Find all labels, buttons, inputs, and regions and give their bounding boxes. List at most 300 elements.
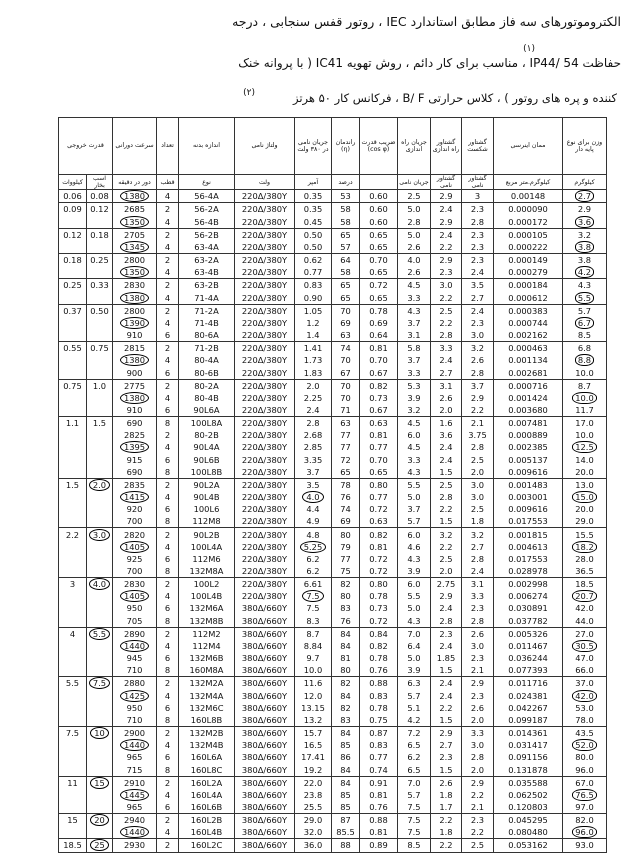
cell-frame [179, 763, 235, 776]
cell-voltage-value: 220Δ/380Y [241, 255, 288, 266]
cell-frame [179, 801, 235, 814]
cell-efficiency [332, 228, 360, 241]
cell-start-current [398, 602, 431, 614]
cell-hp [87, 304, 113, 317]
cell-frame-value: 63-2A [194, 255, 219, 266]
cell-frame [179, 553, 235, 565]
cell-start-current [398, 366, 431, 379]
cell-weight [563, 454, 607, 466]
cell-poles-value: 4 [164, 827, 171, 838]
cell-poles [157, 763, 179, 776]
cell-current [295, 292, 332, 305]
cell-break-torque [462, 776, 494, 789]
cell-frame [179, 266, 235, 279]
cell-current-value: 6.2 [306, 566, 320, 577]
cell-voltage-value: 220Δ/380Y [241, 579, 288, 590]
cell-poles-value: 2 [164, 777, 171, 788]
cell-efficiency-value: 65 [340, 466, 351, 477]
cell-hp [87, 491, 113, 503]
cell-rpm [113, 329, 157, 342]
cell-hp-value: 0.33 [90, 280, 109, 291]
cell-pf-value: 0.60 [369, 216, 388, 227]
cell-voltage [235, 228, 295, 241]
cell-hp [87, 814, 113, 827]
cell-inertia [494, 515, 563, 528]
cell-inertia [494, 627, 563, 640]
unit-pf [360, 175, 398, 190]
cell-start-torque-value: 1.7 [439, 801, 453, 812]
cell-frame [179, 751, 235, 763]
cell-inertia-value: 0.000105 [508, 229, 548, 240]
cell-current-value: 6.2 [306, 553, 320, 564]
cell-break-torque [462, 404, 494, 417]
cell-inertia [494, 789, 563, 801]
cell-efficiency-value: 69 [340, 516, 351, 527]
table-row [59, 392, 607, 404]
cell-start-current [398, 515, 431, 528]
cell-hp [87, 241, 113, 254]
cell-efficiency-value: 84 [340, 777, 351, 788]
cell-start-current [398, 292, 431, 305]
cell-hp-value: 15 [90, 777, 109, 789]
cell-current [295, 515, 332, 528]
cell-current [295, 640, 332, 652]
cell-inertia [494, 726, 563, 739]
cell-rpm-value: 2800 [123, 305, 146, 316]
cell-pf-value: 0.82 [369, 380, 388, 391]
cell-frame [179, 441, 235, 453]
cell-inertia-value: 0.001815 [508, 529, 548, 540]
cell-inertia [494, 292, 563, 305]
cell-rpm-value: 2705 [123, 229, 146, 240]
cell-weight-value: 36.5 [575, 566, 594, 577]
cell-weight-value: 66.0 [575, 665, 594, 676]
cell-pf [360, 615, 398, 628]
cell-inertia [494, 602, 563, 614]
cell-start-current-value: 6.2 [407, 752, 421, 763]
cell-poles-value: 6 [164, 404, 171, 415]
cell-break-torque [462, 602, 494, 614]
cell-inertia [494, 763, 563, 776]
cell-pf [360, 541, 398, 553]
cell-voltage [235, 565, 295, 578]
cell-frame [179, 366, 235, 379]
cell-frame [179, 541, 235, 553]
cell-poles [157, 417, 179, 430]
cell-efficiency-value: 57 [340, 241, 351, 252]
cell-efficiency-value: 78 [340, 479, 351, 490]
cell-poles-value: 6 [164, 752, 171, 763]
cell-current [295, 763, 332, 776]
cell-efficiency-value: 84 [340, 728, 351, 739]
cell-inertia-value: 0.014361 [508, 728, 548, 739]
cell-kw [59, 241, 87, 254]
cell-inertia [494, 640, 563, 652]
cell-rpm-value: 900 [126, 367, 143, 378]
footnote-marker-2: (٢) [243, 88, 255, 98]
cell-voltage-value: 380Δ/660Y [241, 840, 288, 851]
cell-rpm-value: 1440 [120, 826, 149, 838]
cell-pf-value: 0.72 [369, 615, 388, 626]
cell-hp [87, 839, 113, 852]
cell-start-torque-value: 2.5 [439, 479, 453, 490]
cell-break-torque-value: 3 [474, 191, 481, 202]
cell-pf-value: 0.73 [369, 603, 388, 614]
cell-pf-value: 0.72 [369, 504, 388, 515]
cell-start-current-value: 5.5 [407, 479, 421, 490]
cell-weight [563, 203, 607, 216]
cell-pf [360, 279, 398, 292]
cell-voltage-value: 220Δ/380Y [241, 454, 288, 465]
cell-efficiency [332, 478, 360, 491]
cell-pf-value: 0.65 [369, 267, 388, 278]
cell-voltage-value: 380Δ/660Y [241, 702, 288, 713]
cell-frame [179, 789, 235, 801]
cell-rpm [113, 317, 157, 329]
cell-break-torque [462, 528, 494, 541]
cell-start-torque [431, 342, 462, 355]
cell-pf [360, 776, 398, 789]
cell-voltage [235, 417, 295, 430]
cell-pf-value: 0.72 [369, 566, 388, 577]
cell-poles-value: 2 [164, 280, 171, 291]
cell-current-value: 1.05 [303, 305, 323, 316]
cell-voltage-value: 220Δ/380Y [241, 404, 288, 415]
unit-type: نوع [179, 175, 235, 190]
cell-inertia [494, 751, 563, 763]
cell-rpm [113, 664, 157, 677]
cell-break-torque-value: 2.9 [470, 777, 485, 788]
cell-start-current [398, 304, 431, 317]
cell-weight-value: 18.5 [575, 579, 594, 590]
cell-weight-value: 8.8 [575, 354, 594, 366]
cell-inertia-value: 0.080480 [508, 827, 548, 838]
cell-start-current-value: 2.6 [407, 267, 421, 278]
cell-efficiency [332, 441, 360, 453]
cell-start-torque-value: 2.9 [439, 191, 453, 202]
cell-efficiency-value: 82 [340, 579, 351, 590]
cell-efficiency-value: 77 [340, 430, 351, 441]
cell-voltage [235, 578, 295, 591]
cell-pf-value: 0.73 [369, 392, 388, 403]
cell-current [295, 241, 332, 254]
cell-voltage [235, 714, 295, 727]
cell-frame-value: 100L6 [193, 504, 220, 515]
cell-weight-value: 47.0 [575, 653, 594, 664]
cell-frame-value: 63-4A [194, 241, 219, 252]
cell-pf [360, 241, 398, 254]
cell-frame-value: 90L4A [193, 442, 220, 453]
cell-rpm [113, 652, 157, 664]
cell-current-value: 19.2 [303, 764, 323, 775]
cell-break-torque [462, 702, 494, 714]
table-row [59, 726, 607, 739]
cell-voltage [235, 541, 295, 553]
cell-break-torque [462, 801, 494, 814]
cell-inertia [494, 590, 563, 602]
cell-start-torque [431, 329, 462, 342]
cell-voltage-value: 220Δ/380Y [241, 380, 288, 391]
cell-weight [563, 664, 607, 677]
cell-efficiency-value: 63 [340, 418, 351, 429]
cell-current-value: 10.0 [303, 665, 323, 676]
cell-poles-value: 6 [164, 454, 171, 465]
cell-start-current [398, 751, 431, 763]
cell-voltage [235, 241, 295, 254]
cell-voltage-value: 380Δ/660Y [241, 603, 288, 614]
cell-hp-value: 7.5 [89, 677, 110, 689]
cell-voltage [235, 627, 295, 640]
cell-inertia [494, 652, 563, 664]
table-row [59, 814, 607, 827]
cell-weight-value: 5.7 [577, 305, 592, 316]
cell-weight [563, 640, 607, 652]
cell-voltage [235, 615, 295, 628]
cell-hp [87, 329, 113, 342]
cell-efficiency-value: 85 [340, 801, 351, 812]
cell-inertia [494, 354, 563, 366]
unit-pole: قطب [157, 175, 179, 190]
table-row [59, 515, 607, 528]
table-row [59, 228, 607, 241]
cell-weight [563, 565, 607, 578]
cell-pf [360, 354, 398, 366]
col-power: قدرت خروجی [59, 118, 113, 175]
cell-poles [157, 342, 179, 355]
cell-start-torque [431, 515, 462, 528]
cell-inertia-value: 0.037782 [508, 615, 548, 626]
cell-weight-value: 30.5 [572, 640, 596, 652]
cell-rpm-value: 1380 [120, 190, 149, 202]
cell-frame [179, 565, 235, 578]
cell-inertia [494, 392, 563, 404]
cell-kw [59, 615, 87, 628]
cell-break-torque-value: 2.3 [470, 603, 485, 614]
cell-start-torque-value: 2.4 [439, 442, 453, 453]
cell-rpm [113, 228, 157, 241]
table-row [59, 640, 607, 652]
cell-start-current [398, 541, 431, 553]
cell-start-torque [431, 241, 462, 254]
cell-frame-value: 160L2A [190, 777, 223, 788]
cell-voltage [235, 279, 295, 292]
cell-start-torque [431, 266, 462, 279]
cell-rpm-value: 710 [126, 714, 143, 725]
cell-kw [59, 640, 87, 652]
col-weight: وزن برای نوع پایه دار [563, 118, 607, 175]
cell-hp-value: 0.18 [90, 229, 109, 240]
cell-break-torque-value: 3.0 [470, 479, 485, 490]
cell-efficiency [332, 304, 360, 317]
cell-start-torque-value: 3.3 [439, 343, 453, 354]
cell-break-torque-value: 2.1 [470, 801, 485, 812]
cell-break-torque-value: 2.4 [470, 267, 485, 278]
cell-voltage [235, 739, 295, 751]
cell-frame-value: 132M2B [189, 728, 224, 739]
cell-start-torque [431, 664, 462, 677]
cell-poles-value: 4 [164, 442, 171, 453]
cell-voltage [235, 763, 295, 776]
table-row [59, 329, 607, 342]
cell-weight [563, 590, 607, 602]
cell-break-torque-value: 2.4 [470, 305, 485, 316]
cell-start-torque-value: 2.4 [439, 603, 453, 614]
cell-current-value: 6.61 [303, 579, 323, 590]
cell-voltage [235, 515, 295, 528]
cell-rpm-value: 910 [126, 330, 143, 341]
cell-break-torque [462, 739, 494, 751]
cell-voltage-value: 380Δ/660Y [241, 653, 288, 664]
cell-inertia-value: 0.002385 [508, 442, 548, 453]
cell-rpm [113, 304, 157, 317]
cell-hp-value: 4.0 [89, 578, 110, 590]
cell-weight-value: 6.8 [577, 343, 592, 354]
cell-efficiency [332, 241, 360, 254]
cell-weight [563, 392, 607, 404]
cell-start-current [398, 379, 431, 392]
cell-frame [179, 254, 235, 267]
cell-poles-value: 2 [164, 204, 171, 215]
col-frame: اندازه بدنه [179, 118, 235, 175]
cell-hp [87, 826, 113, 839]
cell-start-current [398, 714, 431, 727]
cell-rpm [113, 726, 157, 739]
cell-rpm-value: 950 [126, 603, 143, 614]
cell-kw [59, 491, 87, 503]
cell-start-torque-value: 1.5 [439, 714, 453, 725]
cell-rpm [113, 466, 157, 479]
cell-current [295, 528, 332, 541]
cell-poles-value: 2 [164, 579, 171, 590]
cell-start-current [398, 254, 431, 267]
cell-kw-value: 5.5 [65, 678, 80, 689]
cell-pf [360, 789, 398, 801]
cell-break-torque-value: 3.7 [470, 380, 485, 391]
cell-frame [179, 329, 235, 342]
cell-rpm-value: 1390 [120, 317, 149, 329]
cell-hp-value: 2.0 [89, 479, 110, 491]
cell-start-torque-value: 2.9 [439, 255, 453, 266]
cell-start-torque-value: 1.5 [439, 764, 453, 775]
cell-inertia-value: 0.017553 [508, 553, 548, 564]
cell-start-torque-value: 3.2 [439, 529, 453, 540]
cell-pf [360, 254, 398, 267]
cell-start-torque-value: 2.2 [439, 541, 453, 552]
cell-current [295, 417, 332, 430]
cell-start-current-value: 6.0 [407, 529, 421, 540]
cell-current [295, 392, 332, 404]
cell-voltage-value: 380Δ/660Y [241, 815, 288, 826]
cell-pf [360, 329, 398, 342]
cell-current-value: 36.0 [303, 840, 323, 851]
cell-weight-value: 43.5 [575, 728, 594, 739]
cell-start-current [398, 677, 431, 690]
cell-current-value: 4.4 [306, 504, 320, 515]
cell-rpm [113, 578, 157, 591]
cell-rpm [113, 404, 157, 417]
cell-break-torque-value: 2.6 [470, 702, 485, 713]
cell-break-torque-value: 2.5 [470, 504, 485, 515]
col-efficiency: راندمان (η) [332, 118, 360, 175]
cell-frame-value: 112M2 [192, 628, 221, 639]
cell-poles [157, 739, 179, 751]
cell-start-torque [431, 763, 462, 776]
cell-poles-value: 8 [164, 714, 171, 725]
cell-inertia-value: 0.091156 [508, 752, 548, 763]
cell-frame-value: 71-2A [194, 305, 219, 316]
cell-pf-value: 0.87 [369, 728, 388, 739]
cell-inertia-value: 0.000383 [508, 305, 548, 316]
cell-start-torque-value: 2.9 [439, 216, 453, 227]
cell-break-torque-value: 2.3 [470, 815, 485, 826]
cell-weight [563, 190, 607, 203]
cell-inertia-value: 0.011467 [508, 640, 548, 651]
cell-inertia-value: 0.017553 [508, 516, 548, 527]
cell-frame-value: 56-4B [194, 216, 219, 227]
cell-efficiency-value: 80 [340, 529, 351, 540]
cell-hp [87, 541, 113, 553]
cell-poles-value: 6 [164, 553, 171, 564]
cell-inertia-value: 0.009616 [508, 466, 548, 477]
cell-hp [87, 664, 113, 677]
cell-pf [360, 478, 398, 491]
col-break-torque: گشتاور شکست [462, 118, 494, 175]
cell-start-torque [431, 652, 462, 664]
cell-efficiency-value: 86 [340, 752, 351, 763]
cell-current [295, 839, 332, 852]
cell-start-current [398, 763, 431, 776]
cell-start-current-value: 4.6 [407, 541, 421, 552]
cell-poles [157, 392, 179, 404]
cell-frame [179, 342, 235, 355]
cell-voltage-value: 380Δ/660Y [241, 714, 288, 725]
cell-current [295, 664, 332, 677]
table-row [59, 304, 607, 317]
cell-pf [360, 602, 398, 614]
cell-break-torque-value: 2.8 [470, 615, 485, 626]
cell-kw-value: 0.55 [63, 343, 82, 354]
cell-voltage [235, 392, 295, 404]
cell-inertia [494, 441, 563, 453]
cell-voltage [235, 640, 295, 652]
cell-break-torque-value: 2.7 [470, 541, 485, 552]
cell-rpm [113, 814, 157, 827]
unit-amp: آمپر [295, 175, 332, 190]
cell-kw [59, 839, 87, 852]
cell-poles [157, 292, 179, 305]
cell-frame-value: 56-2B [194, 229, 219, 240]
cell-rpm-value: 950 [126, 702, 143, 713]
cell-current-value: 15.7 [303, 728, 323, 739]
cell-rpm-value: 1380 [120, 392, 149, 404]
table-row [59, 565, 607, 578]
cell-weight-value: 28.0 [575, 553, 594, 564]
cell-break-torque-value: 2.4 [470, 566, 485, 577]
cell-kw-value: 4 [69, 628, 76, 639]
cell-poles-value: 6 [164, 367, 171, 378]
cell-pf-value: 0.65 [369, 292, 388, 303]
cell-voltage-value: 220Δ/380Y [241, 241, 288, 252]
table-row [59, 677, 607, 690]
cell-current-value: 7.5 [306, 603, 320, 614]
cell-hp [87, 640, 113, 652]
unit-volt: ولت [235, 175, 295, 190]
cell-efficiency [332, 190, 360, 203]
cell-break-torque [462, 826, 494, 839]
cell-break-torque-value: 2.3 [470, 317, 485, 328]
cell-frame [179, 814, 235, 827]
cell-start-current-value: 6.0 [407, 430, 421, 441]
